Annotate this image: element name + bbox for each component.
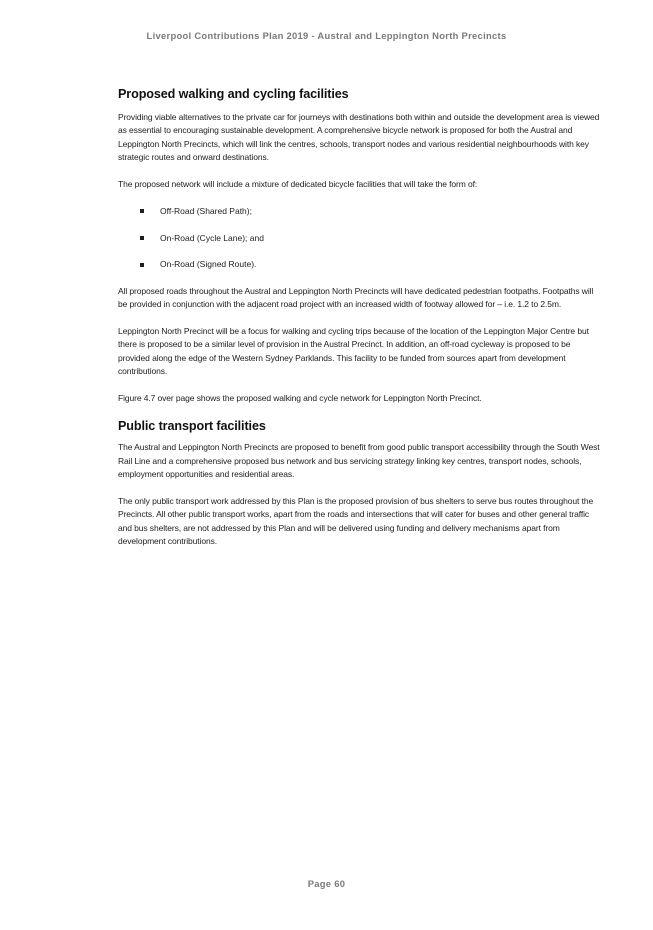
list-item xyxy=(118,232,600,245)
facility-type-list xyxy=(118,205,600,272)
running-header: Liverpool Contributions Plan 2019 - Austral and Leppington North Precincts xyxy=(146,30,507,41)
paragraph-bus-shelters: The only public transport work addressed by this Plan is the proposed provision of bus shelters to serve bus routes throughout the Precincts. All other public transport works, apart from the roads and intersections that will cater for buses and other general traffic and bus shelters, are not addressed by this Plan and will be delivered using funding and delivery mechanisms apart from development contributions. xyxy=(118,496,594,547)
document-body xyxy=(118,86,600,549)
square-bullet-icon xyxy=(140,209,144,213)
paragraph-leppington-focus: Leppington North Precinct will be a focus for walking and cycling trips because of the location of the Leppington Major Centre but there is proposed to be a similar level of provision in the Austral Precinct. In addition, an off-road cycleway is proposed to be provided along the edge of the Western Sydney Parklands. This facility to be funded from sources apart from development contributions. xyxy=(118,326,589,377)
square-bullet-icon xyxy=(140,236,144,240)
list-item xyxy=(118,258,600,271)
paragraph-figure-reference: Figure 4.7 over page shows the proposed walking and cycle network for Leppington North Precinct. xyxy=(118,393,482,404)
section-heading-walking-cycling: Proposed walking and cycling facilities xyxy=(118,87,349,101)
paragraph-walking-intro: Providing viable alternatives to the private car for journeys with destinations both within and outside the development area is viewed as essential to encouraging sustainable development. A comprehensive bicycle network is proposed for both the Austral and Leppington North Precincts, which will link the centres, schools, transport nodes and various residential neighbourhoods with key strategic routes and onward destinations. xyxy=(118,112,600,163)
facility-type-label: On-Road (Signed Route). xyxy=(160,259,257,270)
paragraph-network-intro: The proposed network will include a mixture of dedicated bicycle facilities that will take the form of: xyxy=(118,179,478,190)
list-item xyxy=(118,205,600,218)
paragraph-footpaths: All proposed roads throughout the Austral and Leppington North Precincts will have dedicated pedestrian footpaths. Footpaths will be provided in conjunction with the adjacent road project with an increased width of footway allowed for – i.e. 1.2 to 2.5m. xyxy=(118,285,594,310)
square-bullet-icon xyxy=(140,263,144,267)
facility-type-label: On-Road (Cycle Lane); and xyxy=(160,232,264,243)
section-heading-public-transport: Public transport facilities xyxy=(118,419,266,434)
paragraph-transport-benefit: The Austral and Leppington North Precincts are proposed to benefit from good public transport accessibility through the South West Rail Line and a comprehensive proposed bus network and bus servicing strategy linking key centres, transport nodes, schools, employment opportunities and residential areas. xyxy=(118,442,600,480)
facility-type-label: Off-Road (Shared Path); xyxy=(160,205,252,216)
page-number: Page 60 xyxy=(307,878,346,889)
